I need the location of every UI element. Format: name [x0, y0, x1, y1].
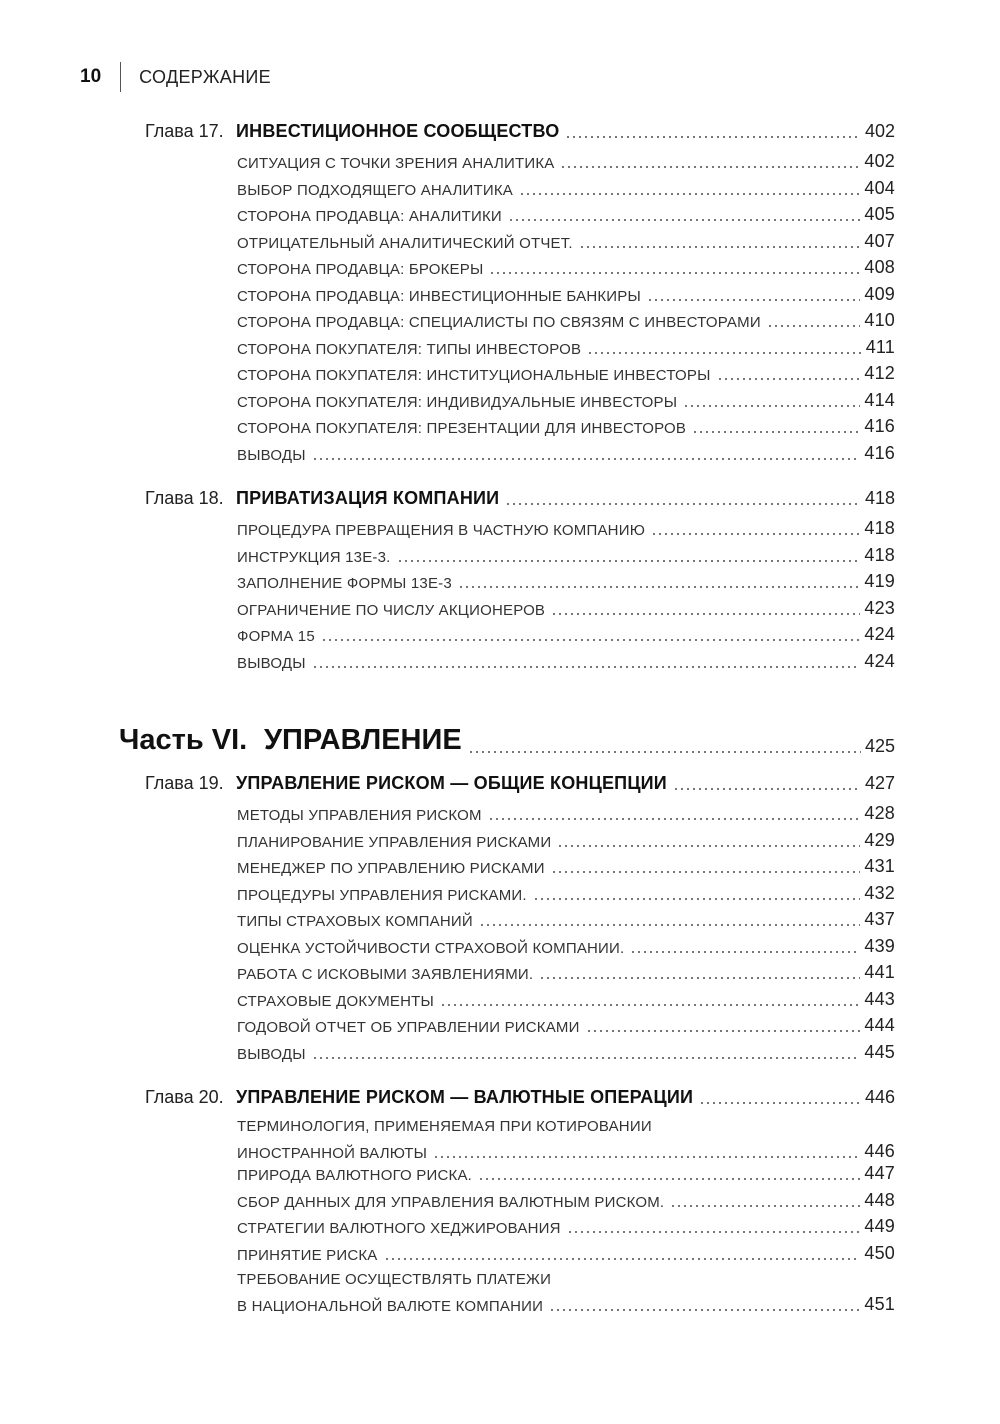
- toc-entry[interactable]: [237, 1160, 895, 1184]
- dot-leader: [692, 427, 860, 433]
- dot-leader: [579, 242, 861, 248]
- page-ref: 416: [864, 416, 895, 436]
- dot-leader: [557, 841, 860, 847]
- toc-entry[interactable]: [237, 986, 895, 1010]
- entry-title: ВЫВОДЫ: [237, 654, 306, 672]
- chapter-label: Глава 20.: [145, 1087, 224, 1107]
- entry-title-line1: ТРЕБОВАНИЕ ОСУЩЕСТВЛЯТЬ ПЛАТЕЖИ: [237, 1271, 552, 1288]
- entry-title: ФОРМА 15: [237, 628, 315, 645]
- page-ref: 424: [864, 624, 895, 644]
- page-ref: 416: [864, 442, 895, 463]
- toc-entry[interactable]: [237, 515, 895, 539]
- entry-title: СБОР ДАННЫХ ДЛЯ УПРАВЛЕНИЯ ВАЛЮТНЫМ РИСКОМ.: [237, 1193, 665, 1211]
- dot-leader: [533, 894, 861, 900]
- dot-leader: [505, 499, 861, 505]
- entry-title: СТРАХОВЫЕ ДОКУМЕНТЫ: [237, 992, 434, 1010]
- page-ref: 402: [864, 121, 895, 141]
- entry-title: ОТРИЦАТЕЛЬНЫЙ АНАЛИТИЧЕСКИЙ ОТЧЕТ.: [237, 234, 573, 252]
- chapter-20-heading[interactable]: [145, 1080, 895, 1108]
- part-6-heading[interactable]: [119, 717, 895, 757]
- toc-entry[interactable]: [237, 1213, 895, 1237]
- toc-entry[interactable]: [237, 933, 895, 957]
- toc-entry[interactable]: [237, 1187, 895, 1211]
- entry-title-line2: ИНОСТРАННОЙ ВАЛЮТЫ: [237, 1145, 428, 1162]
- toc-entry[interactable]: [237, 201, 895, 225]
- toc-entry[interactable]: [237, 959, 895, 983]
- chapter-label: Глава 19.: [145, 773, 224, 793]
- chapter-19-heading[interactable]: [145, 766, 895, 794]
- toc-entry[interactable]: [237, 648, 895, 672]
- section-title: СОДЕРЖАНИЕ: [139, 66, 271, 87]
- dot-leader: [508, 215, 860, 221]
- dot-leader: [647, 295, 860, 301]
- dot-leader: [651, 529, 860, 535]
- entry-title: ВЫВОДЫ: [237, 446, 306, 464]
- entry-title: ПРИНЯТИЕ РИСКА: [237, 1246, 378, 1264]
- toc-entry[interactable]: [237, 307, 895, 331]
- page-ref: 404: [864, 177, 895, 198]
- entry-title: СТОРОНА ПРОДАВЦА: ИНВЕСТИЦИОННЫЕ БАНКИРЫ: [237, 287, 641, 305]
- page-ref: 439: [864, 935, 895, 956]
- page-ref: 424: [864, 650, 895, 671]
- toc-entry[interactable]: [237, 568, 895, 592]
- page-ref: 408: [864, 257, 895, 277]
- toc-entry[interactable]: [237, 1269, 895, 1315]
- page-ref: 443: [864, 988, 895, 1009]
- toc-entry[interactable]: [237, 1012, 895, 1036]
- dot-leader: [587, 348, 862, 354]
- page-ref: 407: [864, 230, 895, 251]
- dot-leader: [560, 162, 860, 168]
- dot-leader: [717, 374, 861, 380]
- dot-leader: [549, 1305, 860, 1311]
- page-ref: 418: [864, 544, 895, 565]
- chapter-18-heading[interactable]: [145, 481, 895, 509]
- toc-entry[interactable]: [237, 1240, 895, 1264]
- page-ref: 441: [864, 962, 895, 982]
- entry-title-line1: ТЕРМИНОЛОГИЯ, ПРИМЕНЯЕМАЯ ПРИ КОТИРОВАНИИ: [237, 1118, 652, 1135]
- dot-leader: [458, 582, 860, 588]
- dot-leader: [321, 635, 860, 641]
- page-ref: 412: [864, 363, 895, 383]
- chapter-title: ИНВЕСТИЦИОННОЕ СООБЩЕСТВО: [236, 121, 560, 141]
- page-ref: 428: [864, 803, 895, 823]
- entry-title: СТОРОНА ПРОДАВЦА: БРОКЕРЫ: [237, 261, 484, 278]
- entry-title: СИТУАЦИЯ С ТОЧКИ ЗРЕНИЯ АНАЛИТИКА: [237, 155, 555, 172]
- header-divider: [120, 62, 121, 92]
- page-ref: 446: [864, 1141, 895, 1161]
- entry-title: ГОДОВОЙ ОТЧЕТ ОБ УПРАВЛЕНИИ РИСКАМИ: [237, 1019, 580, 1036]
- dot-leader: [699, 1098, 861, 1104]
- entry-title: СТОРОНА ПРОДАВЦА: АНАЛИТИКИ: [237, 208, 502, 225]
- dot-leader: [433, 1152, 860, 1158]
- toc-entry[interactable]: [237, 281, 895, 305]
- page-ref: 431: [864, 856, 895, 876]
- toc-entry[interactable]: [237, 1039, 895, 1063]
- toc-entry[interactable]: [237, 827, 895, 851]
- chapter-title: ПРИВАТИЗАЦИЯ КОМПАНИИ: [236, 488, 500, 508]
- dot-leader: [630, 947, 860, 953]
- page-ref: 444: [864, 1015, 895, 1035]
- toc-entry[interactable]: [237, 413, 895, 437]
- dot-leader: [670, 1201, 860, 1207]
- toc-entry[interactable]: [237, 148, 895, 172]
- dot-leader: [440, 1000, 860, 1006]
- page-ref: 449: [864, 1216, 895, 1236]
- page-ref: 432: [864, 882, 895, 903]
- toc-entry[interactable]: [237, 906, 895, 930]
- page-number: 10: [80, 66, 102, 87]
- toc-entry[interactable]: [237, 542, 895, 566]
- dot-leader: [586, 1026, 861, 1032]
- page-ref: 409: [864, 283, 895, 304]
- page-ref: 418: [864, 518, 895, 538]
- page-ref: 418: [864, 488, 895, 508]
- dot-leader: [539, 973, 860, 979]
- page-ref: 402: [864, 151, 895, 171]
- dot-leader: [312, 662, 861, 668]
- chapter-17-heading[interactable]: [145, 114, 895, 142]
- chapter-label: Глава 18.: [145, 488, 224, 508]
- toc-entry[interactable]: [237, 228, 895, 252]
- entry-title: ПРОЦЕДУРЫ УПРАВЛЕНИЯ РИСКАМИ.: [237, 886, 527, 904]
- toc-entry[interactable]: [237, 800, 895, 824]
- page-ref: 405: [864, 204, 895, 224]
- entry-title: СТОРОНА ПОКУПАТЕЛЯ: ИНСТИТУЦИОНАЛЬНЫЕ ИНВЕСТОРЫ: [237, 367, 711, 384]
- part-label: Часть VI.: [119, 724, 248, 756]
- toc-entry[interactable]: [237, 621, 895, 645]
- page-ref: 445: [864, 1041, 895, 1062]
- entry-title: ИНСТРУКЦИЯ 13Е-3.: [237, 548, 391, 566]
- toc-entry[interactable]: [237, 254, 895, 278]
- page-ref: 429: [864, 829, 895, 850]
- page-ref: 411: [865, 336, 895, 357]
- dot-leader: [551, 609, 860, 615]
- dot-leader: [478, 1174, 860, 1180]
- page-ref: 414: [864, 389, 895, 410]
- entry-title: СТОРОНА ПОКУПАТЕЛЯ: ИНДИВИДУАЛЬНЫЕ ИНВЕСТОРЫ: [237, 393, 678, 411]
- dot-leader: [312, 1053, 861, 1059]
- toc-entry[interactable]: [237, 595, 895, 619]
- dot-leader: [767, 321, 861, 327]
- part-title: УПРАВЛЕНИЕ: [264, 724, 462, 756]
- entry-title-line2: В НАЦИОНАЛЬНОЙ ВАЛЮТЕ КОМПАНИИ: [237, 1298, 544, 1315]
- dot-leader: [567, 1227, 861, 1233]
- entry-title: ПЛАНИРОВАНИЕ УПРАВЛЕНИЯ РИСКАМИ: [237, 833, 552, 851]
- toc-entry[interactable]: [237, 440, 895, 464]
- entry-title: СТОРОНА ПРОДАВЦА: СПЕЦИАЛИСТЫ ПО СВЯЗЯМ С ИНВЕСТОРАМИ: [237, 314, 761, 331]
- page-ref: 450: [864, 1242, 895, 1263]
- page-ref: 446: [864, 1087, 895, 1107]
- toc-entry[interactable]: [237, 853, 895, 877]
- entry-title: ТИПЫ СТРАХОВЫХ КОМПАНИЙ: [237, 913, 473, 930]
- entry-title: ОЦЕНКА УСТОЙЧИВОСТИ СТРАХОВОЙ КОМПАНИИ.: [237, 939, 625, 957]
- entry-title: ПРОЦЕДУРА ПРЕВРАЩЕНИЯ В ЧАСТНУЮ КОМПАНИЮ: [237, 522, 646, 539]
- toc-entry[interactable]: [237, 334, 895, 358]
- entry-title: СТРАТЕГИИ ВАЛЮТНОГО ХЕДЖИРОВАНИЯ: [237, 1220, 561, 1237]
- dot-leader: [479, 920, 861, 926]
- dot-leader: [489, 268, 860, 274]
- toc-entry[interactable]: [237, 1116, 895, 1162]
- toc-entry[interactable]: [237, 175, 895, 199]
- dot-leader: [384, 1254, 861, 1260]
- entry-title: ОГРАНИЧЕНИЕ ПО ЧИСЛУ АКЦИОНЕРОВ: [237, 601, 546, 619]
- entry-title: ВЫБОР ПОДХОДЯЩЕГО АНАЛИТИКА: [237, 181, 513, 199]
- dot-leader: [468, 747, 861, 753]
- dot-leader: [683, 401, 860, 407]
- page-ref: 410: [864, 310, 895, 330]
- page-header: [80, 62, 271, 92]
- page-ref: 425: [864, 736, 895, 756]
- dot-leader: [312, 454, 861, 460]
- chapter-label: Глава 17.: [145, 121, 224, 141]
- page-ref: 447: [864, 1163, 895, 1183]
- page-ref: 437: [864, 909, 895, 929]
- entry-title: СТОРОНА ПОКУПАТЕЛЯ: ТИПЫ ИНВЕСТОРОВ: [237, 340, 582, 358]
- entry-title: ЗАПОЛНЕНИЕ ФОРМЫ 13Е-3: [237, 575, 452, 592]
- chapter-title: УПРАВЛЕНИЕ РИСКОМ — ВАЛЮТНЫЕ ОПЕРАЦИИ: [236, 1087, 694, 1107]
- page-ref: 448: [864, 1189, 895, 1210]
- page-ref: 423: [864, 597, 895, 618]
- entry-title: РАБОТА С ИСКОВЫМИ ЗАЯВЛЕНИЯМИ.: [237, 966, 534, 983]
- dot-leader: [488, 814, 861, 820]
- entry-title: СТОРОНА ПОКУПАТЕЛЯ: ПРЕЗЕНТАЦИИ ДЛЯ ИНВЕСТОРОВ: [237, 420, 687, 437]
- page-ref: 419: [864, 571, 895, 591]
- entry-title: МЕТОДЫ УПРАВЛЕНИЯ РИСКОМ: [237, 807, 482, 824]
- entry-title: ВЫВОДЫ: [237, 1045, 306, 1063]
- chapter-title: УПРАВЛЕНИЕ РИСКОМ — ОБЩИЕ КОНЦЕПЦИИ: [236, 773, 667, 793]
- dot-leader: [673, 784, 861, 790]
- dot-leader: [551, 867, 861, 873]
- entry-title: МЕНЕДЖЕР ПО УПРАВЛЕНИЮ РИСКАМИ: [237, 860, 545, 877]
- dot-leader: [565, 132, 860, 138]
- toc-entry[interactable]: [237, 880, 895, 904]
- dot-leader: [519, 189, 860, 195]
- entry-title: ПРИРОДА ВАЛЮТНОГО РИСКА.: [237, 1167, 473, 1184]
- dot-leader: [397, 556, 861, 562]
- page-ref: 451: [864, 1294, 895, 1314]
- toc-entry[interactable]: [237, 387, 895, 411]
- page-ref: 427: [864, 773, 895, 793]
- toc-entry[interactable]: [237, 360, 895, 384]
